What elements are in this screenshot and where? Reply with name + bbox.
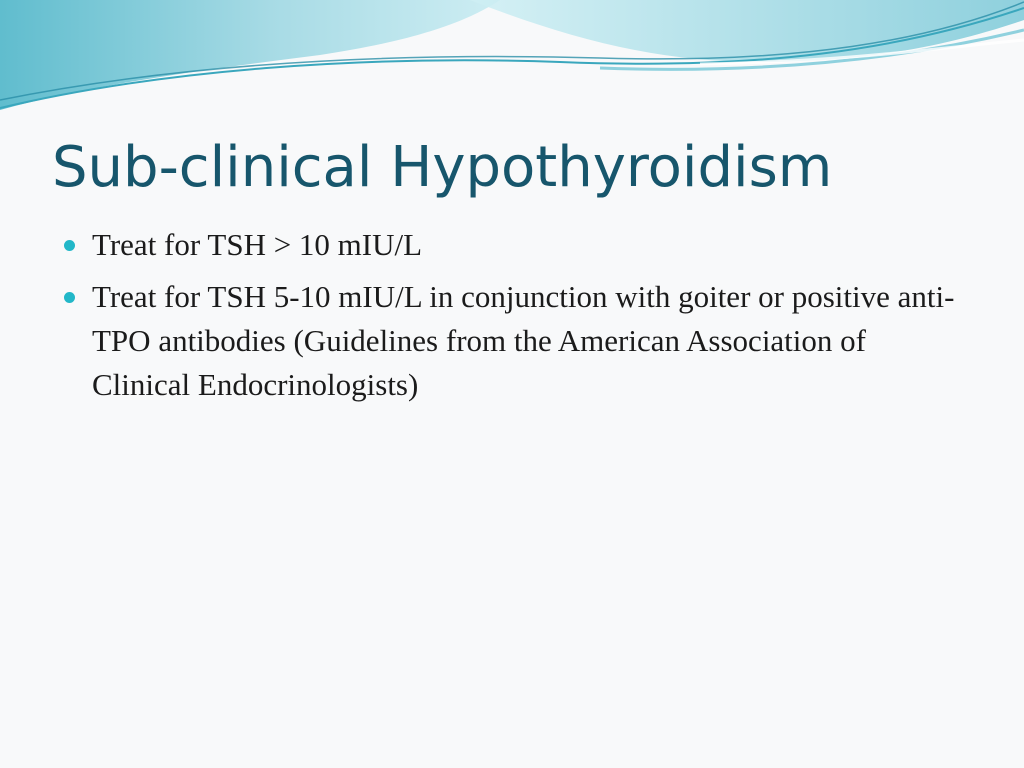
bullet-list xyxy=(60,223,960,415)
bullet-text: Treat for TSH > 10 mIU/L xyxy=(92,227,423,262)
bullet-item-tsh-above-10 xyxy=(60,223,960,267)
bullet-text: Treat for TSH 5-10 mIU/L in conjunction with goiter or positive anti-TPO antibodies (Guidelines from the American Association of Clinical Endocrinologists) xyxy=(92,279,955,402)
decorative-wave-header xyxy=(0,0,1024,140)
bullet-marker-icon xyxy=(64,292,75,303)
bullet-marker-icon xyxy=(64,240,75,251)
slide-title: Sub-clinical Hypothyroidism xyxy=(52,135,833,200)
bullet-item-tsh-5-10 xyxy=(60,275,960,407)
